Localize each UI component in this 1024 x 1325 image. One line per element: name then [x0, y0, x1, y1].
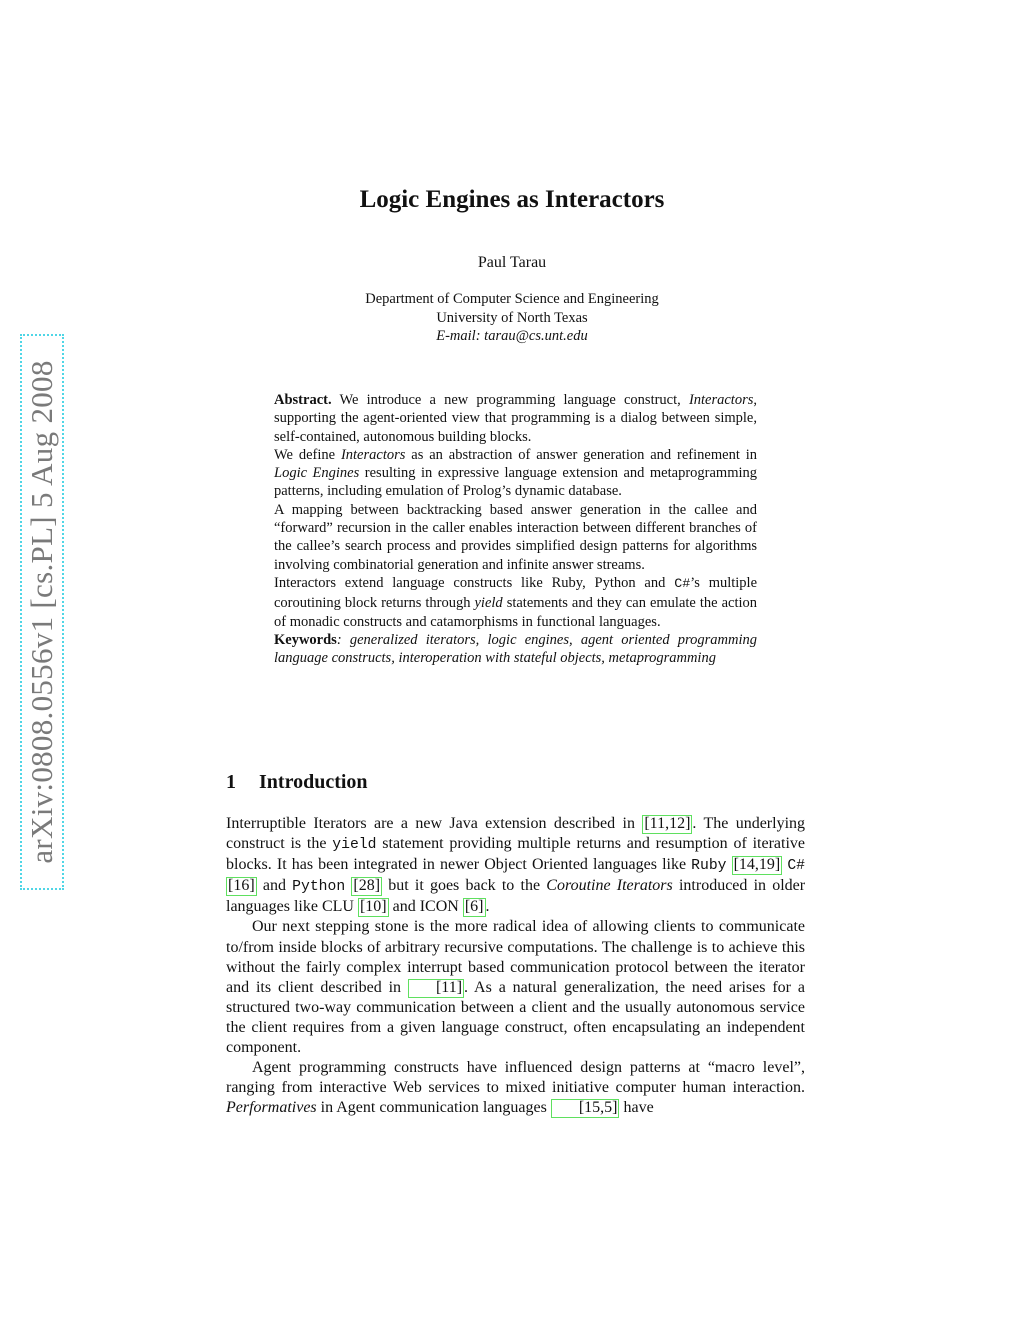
intro-text: . As a natural generalization, the need arises for a structured two-way communication between a client and the usually autonomous service the client requires from a given language construct, often encapsulating an independent component.	[226, 978, 805, 1057]
code-keyword: Python	[292, 879, 346, 896]
citation-link[interactable]: [6]	[464, 898, 484, 916]
section-heading	[226, 771, 368, 794]
intro-text: . The underlying construct is the	[226, 815, 806, 853]
introduction-body	[226, 814, 805, 1118]
abstract	[274, 391, 757, 667]
abstract-emphasis: yield	[474, 595, 503, 612]
arxiv-identifier: arXiv:0808.0556v1 [cs.PL] 5 Aug 2008	[24, 360, 59, 864]
abstract-text: statements and they can emulate the action of monadic constructs and catamorphisms in functional languages.	[274, 595, 758, 630]
abstract-text: Interactors extend language constructs like Ruby, Python and	[274, 574, 666, 591]
citation-link[interactable]: [16]	[228, 877, 255, 895]
code-keyword: Ruby	[691, 858, 727, 875]
intro-text: Our next stepping stone is the more radical idea of allowing clients to communicate to/from inside blocks of arbitrary recursive computations. The challenge is to achieve this without the fairly complex interrupt based communication protocol between the iterator and its client described in	[226, 918, 805, 996]
abstract-emphasis: Interactors	[688, 392, 754, 408]
keywords	[274, 631, 757, 668]
abstract-paragraph-4	[274, 574, 757, 631]
university: University of North Texas	[436, 309, 588, 326]
department: Department of Computer Science and Engineering	[365, 291, 659, 307]
citation-link[interactable]: [10]	[359, 898, 387, 916]
citation-link[interactable]: [28]	[353, 877, 381, 895]
abstract-emphasis: Logic Engines	[274, 465, 360, 482]
intro-text: and	[262, 877, 286, 895]
abstract-paragraph-1	[274, 391, 757, 446]
keywords-label: Keywords	[274, 631, 337, 648]
abstract-paragraph-2	[274, 446, 757, 501]
intro-text: and ICON	[392, 898, 459, 916]
abstract-heading: Abstract.	[274, 392, 332, 408]
intro-text: .	[485, 898, 490, 916]
paper-title: Logic Engines as Interactors	[359, 186, 665, 213]
intro-text: in Agent communication languages	[320, 1099, 547, 1117]
intro-text: but it goes back to the	[388, 877, 541, 895]
abstract-text: resulting in expressive language extension and metaprogramming patterns, including emulation of Prolog’s dynamic database.	[274, 465, 758, 500]
intro-text: introduced in older languages like CLU	[226, 877, 806, 916]
affiliation	[0, 290, 1024, 346]
abstract-text: We define	[274, 446, 336, 463]
intro-text: have	[623, 1099, 654, 1117]
email: E-mail: tarau@cs.unt.edu	[436, 328, 588, 344]
abstract-emphasis: Interactors	[340, 446, 406, 463]
citation-link[interactable]: [11]	[408, 979, 464, 998]
intro-text: Interruptible Iterators are a new Java extension described in	[226, 815, 635, 832]
code-keyword: C#	[787, 858, 806, 875]
abstract-text: as an abstraction of answer generation and refinement in	[411, 446, 757, 463]
abstract-text: We introduce a new programming language construct,	[339, 392, 681, 408]
intro-paragraph-2	[226, 917, 805, 1058]
arxiv-sidebar-stamp	[20, 334, 64, 890]
intro-emphasis: Coroutine Iterators	[546, 877, 673, 895]
citation-link[interactable]: [15,5]	[551, 1099, 620, 1118]
intro-emphasis: Performatives	[226, 1099, 317, 1117]
author-name: Paul Tarau	[477, 254, 547, 271]
intro-text: Agent programming constructs have influenced design patterns at “macro level”, ranging from interactive Web services to mixed initiative computer human interaction.	[226, 1059, 805, 1097]
abstract-text: ’s multiple coroutining block returns through	[274, 574, 758, 612]
section-number: 1	[226, 771, 236, 793]
intro-paragraph-1	[226, 814, 805, 917]
intro-paragraph-3	[226, 1058, 805, 1118]
intro-text: statement providing multiple returns and resumption of iterative blocks. It has been integrated in newer Object Oriented languages like	[226, 835, 806, 874]
citation-link[interactable]: [14,19]	[733, 856, 781, 874]
abstract-code: C#	[674, 576, 691, 592]
abstract-paragraph-3: A mapping between backtracking based answer generation in the callee and “forward” recursion in the caller enables interaction between different branches of the callee’s search process and provides simplified design patterns for algorithms involving combinatorial generation and infinite answer streams.	[274, 501, 757, 573]
keywords-list: : generalized iterators, logic engines, agent oriented programming language constructs, interoperation with stateful objects, metaprogramming	[274, 631, 757, 667]
citation-link[interactable]: [11,12]	[644, 815, 691, 832]
abstract-text: , supporting the agent-oriented view that programming is a dialog between simple, self-contained, autonomous building blocks.	[274, 392, 757, 445]
section-title: Introduction	[259, 771, 368, 793]
code-keyword: yield	[332, 837, 377, 854]
